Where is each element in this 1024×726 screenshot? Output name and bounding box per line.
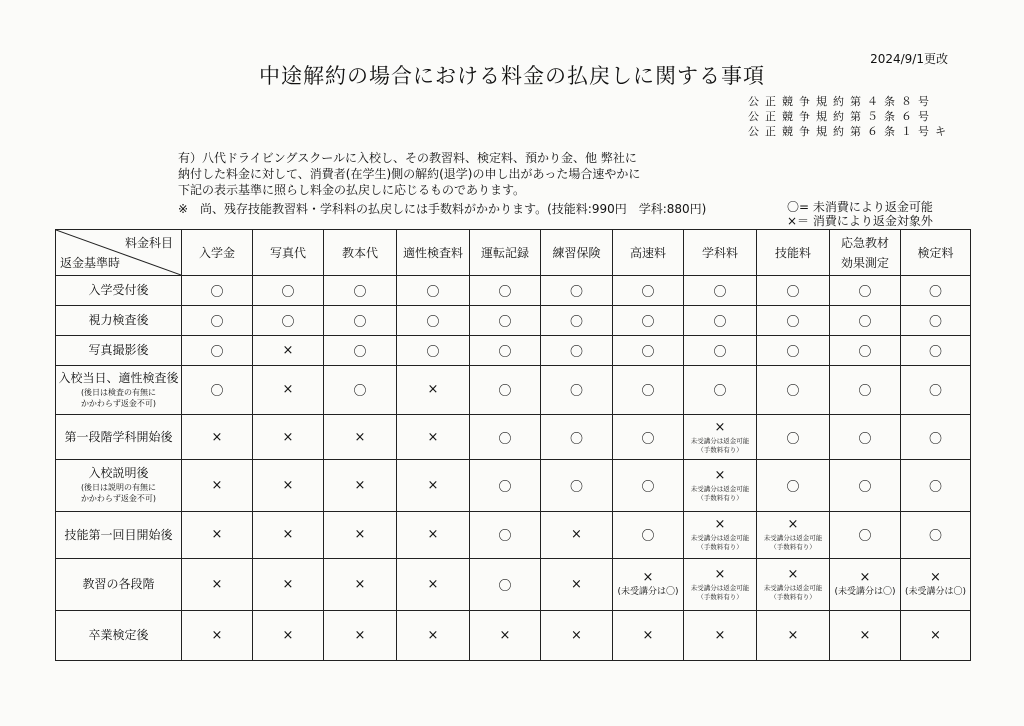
status-cell <box>397 559 470 610</box>
legend-non-refundable: ×＝ 消費により返金対象外 <box>787 214 933 228</box>
refundable-mark: 〇 <box>641 479 655 495</box>
legend-refundable: 〇= 未消費により返金可能 <box>787 200 933 214</box>
non-refundable-mark: × <box>714 627 726 643</box>
refundable-mark: 〇 <box>786 314 800 330</box>
refundable-mark: 〇 <box>426 344 440 360</box>
status-cell <box>613 610 684 661</box>
refundable-mark: 〇 <box>569 479 583 495</box>
non-refundable-mark: × <box>714 419 726 435</box>
refundable-mark: 〇 <box>210 384 224 400</box>
status-cell <box>324 305 397 335</box>
refundable-mark: 〇 <box>569 344 583 360</box>
refundable-mark: 〇 <box>641 384 655 400</box>
status-cell <box>397 335 470 365</box>
refundable-mark: 〇 <box>858 529 872 545</box>
status-cell <box>324 276 397 306</box>
row-label-text: 教習の各段階 <box>82 577 155 592</box>
table-row <box>56 414 971 459</box>
column-header: 運転記録 <box>470 230 541 276</box>
refundable-mark: 〇 <box>928 314 942 330</box>
refundable-mark: 〇 <box>641 314 655 330</box>
refundable-mark: 〇 <box>858 479 872 495</box>
non-refundable-mark: × <box>211 576 223 592</box>
table-row <box>56 276 971 306</box>
non-refundable-mark: × <box>427 477 439 493</box>
non-refundable-mark: × <box>787 517 799 533</box>
status-cell <box>541 610 613 661</box>
column-header: 高速料 <box>613 230 684 276</box>
table-row <box>56 335 971 365</box>
non-refundable-mark: × <box>714 467 726 483</box>
refundable-mark: 〇 <box>641 431 655 447</box>
status-cell <box>541 365 613 414</box>
status-cell <box>397 460 470 511</box>
refundable-mark: 〇 <box>858 384 872 400</box>
status-cell <box>684 610 757 661</box>
row-label <box>56 610 182 661</box>
status-cell <box>613 414 684 459</box>
status-cell <box>541 414 613 459</box>
refundable-mark: 〇 <box>498 284 512 300</box>
non-refundable-mark: × <box>714 517 726 533</box>
refundable-mark: 〇 <box>426 284 440 300</box>
table-row <box>56 365 971 414</box>
status-cell <box>901 511 971 558</box>
refundable-mark: 〇 <box>426 314 440 330</box>
non-refundable-mark: × <box>282 527 294 543</box>
cell-note: 未受講分は返金可能 （手数料有り） <box>690 484 750 502</box>
refundable-mark: 〇 <box>713 284 727 300</box>
refund-table <box>55 229 971 661</box>
non-refundable-mark: × <box>427 527 439 543</box>
status-cell <box>470 559 541 610</box>
non-refundable-mark: × <box>859 570 871 586</box>
regulation-references <box>748 94 952 139</box>
cell-note: 未受講分は返金可能 （手数料有り） <box>690 583 750 601</box>
status-cell <box>830 511 901 558</box>
non-refundable-mark: × <box>211 429 223 445</box>
row-label-text: 視力検査後 <box>88 313 149 328</box>
status-cell <box>613 365 684 414</box>
refundable-mark: 〇 <box>786 431 800 447</box>
header-row <box>56 230 971 276</box>
row-label-text: 第一段階学科開始後 <box>64 430 173 445</box>
status-cell <box>757 365 830 414</box>
non-refundable-mark: × <box>211 627 223 643</box>
status-cell <box>182 414 253 459</box>
table-row <box>56 610 971 661</box>
non-refundable-mark: × <box>282 627 294 643</box>
status-cell <box>613 511 684 558</box>
refundable-mark: 〇 <box>786 384 800 400</box>
row-label <box>56 559 182 610</box>
status-cell <box>830 365 901 414</box>
refundable-mark: 〇 <box>353 344 367 360</box>
fee-note: ※ 尚、残存技能教習料・学科料の払戻しには手数料がかかります。(技能料:990円 学科:880円) <box>178 202 707 216</box>
non-refundable-mark: × <box>354 576 366 592</box>
status-cell <box>830 460 901 511</box>
row-label <box>56 511 182 558</box>
status-cell <box>901 335 971 365</box>
status-cell <box>684 335 757 365</box>
status-cell <box>901 559 971 610</box>
refundable-mark: 〇 <box>498 578 512 594</box>
refundable-mark: 〇 <box>928 479 942 495</box>
cell-note: 未受講分は返金可能 （手数料有り） <box>763 534 823 552</box>
refundable-mark: 〇 <box>498 479 512 495</box>
status-cell <box>470 276 541 306</box>
table-row <box>56 305 971 335</box>
non-refundable-mark: × <box>427 382 439 398</box>
reference-line: 公正競争規約第４条８号 <box>748 95 935 108</box>
status-cell <box>397 276 470 306</box>
non-refundable-mark: × <box>282 576 294 592</box>
table-row <box>56 511 971 558</box>
status-cell <box>757 276 830 306</box>
table-row <box>56 460 971 511</box>
non-refundable-mark: × <box>354 477 366 493</box>
column-header: 練習保険 <box>541 230 613 276</box>
row-label <box>56 335 182 365</box>
non-refundable-mark: × <box>642 627 654 643</box>
status-cell <box>324 610 397 661</box>
status-cell <box>470 365 541 414</box>
refundable-mark: 〇 <box>353 284 367 300</box>
refundable-mark: 〇 <box>928 344 942 360</box>
status-cell <box>397 610 470 661</box>
non-refundable-mark: × <box>354 627 366 643</box>
row-label <box>56 276 182 306</box>
status-cell <box>541 335 613 365</box>
status-cell <box>901 365 971 414</box>
refundable-mark: 〇 <box>641 529 655 545</box>
column-header: 写真代 <box>253 230 324 276</box>
status-cell <box>397 305 470 335</box>
status-cell <box>182 460 253 511</box>
status-cell <box>253 365 324 414</box>
status-cell <box>684 511 757 558</box>
refundable-mark: 〇 <box>498 384 512 400</box>
status-cell <box>541 276 613 306</box>
refundable-mark: 〇 <box>498 431 512 447</box>
non-refundable-mark: × <box>714 566 726 582</box>
status-cell <box>470 305 541 335</box>
refundable-mark: 〇 <box>569 314 583 330</box>
refundable-mark: 〇 <box>928 284 942 300</box>
corner-bottom-label: 返金基準時 <box>60 256 121 270</box>
non-refundable-mark: × <box>282 477 294 493</box>
status-cell <box>757 559 830 610</box>
status-cell <box>253 511 324 558</box>
intro-paragraph <box>178 150 718 198</box>
reference-line: 公正競争規約第６条１号キ <box>748 125 952 138</box>
status-cell <box>541 305 613 335</box>
refundable-mark: 〇 <box>858 284 872 300</box>
non-refundable-mark: × <box>787 566 799 582</box>
status-cell <box>253 305 324 335</box>
legend <box>787 200 933 228</box>
status-cell <box>830 335 901 365</box>
column-header: 入学金 <box>182 230 253 276</box>
non-refundable-mark: × <box>354 429 366 445</box>
non-refundable-mark: × <box>571 627 582 643</box>
non-refundable-mark: × <box>427 627 439 643</box>
status-cell <box>470 610 541 661</box>
status-cell <box>397 365 470 414</box>
status-cell <box>757 414 830 459</box>
status-cell <box>613 559 684 610</box>
intro-line: 下記の表示基準に照らし料金の払戻しに応じるものであります。 <box>178 183 526 197</box>
status-cell <box>684 460 757 511</box>
non-refundable-mark: × <box>427 429 439 445</box>
non-refundable-mark: × <box>499 627 511 643</box>
refundable-mark: 〇 <box>569 431 583 447</box>
column-header: 適性検査料 <box>397 230 470 276</box>
revision-date: 2024/9/1更改 <box>870 52 948 66</box>
row-label-text: 卒業検定後 <box>88 628 149 643</box>
status-cell <box>470 335 541 365</box>
status-cell <box>757 610 830 661</box>
status-cell <box>182 511 253 558</box>
column-header: 応急教材 効果測定 <box>830 230 901 276</box>
status-cell <box>470 460 541 511</box>
row-label-text: 入校説明後 <box>88 466 149 481</box>
status-cell <box>830 276 901 306</box>
row-label <box>56 305 182 335</box>
status-cell <box>324 511 397 558</box>
status-cell <box>613 305 684 335</box>
non-refundable-mark: × <box>427 576 439 592</box>
status-cell <box>324 460 397 511</box>
refundable-mark: 〇 <box>928 431 942 447</box>
status-cell <box>324 335 397 365</box>
status-cell <box>757 511 830 558</box>
refundable-mark: 〇 <box>569 384 583 400</box>
status-cell <box>470 511 541 558</box>
row-label-text: 技能第一回目開始後 <box>64 527 173 542</box>
status-cell <box>324 414 397 459</box>
status-cell <box>684 276 757 306</box>
non-refundable-mark: × <box>787 627 799 643</box>
reference-line: 公正競争規約第５条６号 <box>748 110 935 123</box>
status-cell <box>182 305 253 335</box>
status-cell <box>613 335 684 365</box>
refundable-mark: 〇 <box>928 529 942 545</box>
refundable-mark: 〇 <box>210 344 224 360</box>
refundable-mark: 〇 <box>281 284 295 300</box>
status-cell <box>182 559 253 610</box>
status-cell <box>253 335 324 365</box>
refundable-mark: 〇 <box>858 431 872 447</box>
non-refundable-mark: × <box>859 627 871 643</box>
refundable-mark: 〇 <box>858 314 872 330</box>
intro-line: 有）八代ドライビングスクールに入校し、その教習料、検定料、預かり金、他 弊社に <box>178 151 637 165</box>
status-cell <box>901 610 971 661</box>
cell-note: 未受講分は返金可能 （手数料有り） <box>690 436 750 454</box>
row-label-text: 入学受付後 <box>88 283 149 298</box>
row-label <box>56 414 182 459</box>
refundable-mark: 〇 <box>786 479 800 495</box>
status-cell <box>541 460 613 511</box>
status-cell <box>253 460 324 511</box>
status-cell <box>901 305 971 335</box>
status-cell <box>684 414 757 459</box>
status-cell <box>613 460 684 511</box>
column-header: 教本代 <box>324 230 397 276</box>
status-cell <box>757 335 830 365</box>
status-cell <box>830 559 901 610</box>
column-header: 検定料 <box>901 230 971 276</box>
row-label-note: (後日は検査の有無に かかわらず返金不可) <box>80 387 157 408</box>
column-header: 学科料 <box>684 230 757 276</box>
cell-note: (未受講分は〇) <box>904 587 967 598</box>
refundable-mark: 〇 <box>498 344 512 360</box>
refundable-mark: 〇 <box>786 284 800 300</box>
status-cell <box>324 365 397 414</box>
cell-note: (未受講分は〇) <box>834 587 896 598</box>
refundable-mark: 〇 <box>713 384 727 400</box>
refundable-mark: 〇 <box>713 314 727 330</box>
refundable-mark: 〇 <box>353 384 367 400</box>
row-label-text: 入校当日、適性検査後 <box>58 370 179 385</box>
non-refundable-mark: × <box>211 477 223 493</box>
non-refundable-mark: × <box>282 429 294 445</box>
intro-line: 納付した料金に対して、消費者(在学生)側の解約(退学)の申し出があった場合速やかに <box>178 167 641 181</box>
status-cell <box>684 365 757 414</box>
row-label-text: 写真撮影後 <box>88 343 149 358</box>
status-cell <box>182 335 253 365</box>
refundable-mark: 〇 <box>928 384 942 400</box>
corner-cell <box>56 230 182 276</box>
status-cell <box>253 559 324 610</box>
refundable-mark: 〇 <box>641 344 655 360</box>
non-refundable-mark: × <box>930 570 941 586</box>
non-refundable-mark: × <box>354 527 366 543</box>
refundable-mark: 〇 <box>353 314 367 330</box>
status-cell <box>182 276 253 306</box>
non-refundable-mark: × <box>571 576 582 592</box>
status-cell <box>182 365 253 414</box>
non-refundable-mark: × <box>282 382 294 398</box>
refundable-mark: 〇 <box>498 529 512 545</box>
refundable-mark: 〇 <box>569 284 583 300</box>
status-cell <box>830 610 901 661</box>
status-cell <box>757 305 830 335</box>
status-cell <box>470 414 541 459</box>
refundable-mark: 〇 <box>210 314 224 330</box>
refundable-mark: 〇 <box>858 344 872 360</box>
status-cell <box>901 414 971 459</box>
non-refundable-mark: × <box>571 527 582 543</box>
non-refundable-mark: × <box>211 527 223 543</box>
column-header: 技能料 <box>757 230 830 276</box>
non-refundable-mark: × <box>930 627 941 643</box>
table-row <box>56 559 971 610</box>
row-label <box>56 365 182 414</box>
status-cell <box>541 511 613 558</box>
status-cell <box>541 559 613 610</box>
status-cell <box>684 305 757 335</box>
refundable-mark: 〇 <box>641 284 655 300</box>
cell-note: 未受講分は返金可能 （手数料有り） <box>763 583 823 601</box>
status-cell <box>324 559 397 610</box>
status-cell <box>613 276 684 306</box>
row-label <box>56 460 182 511</box>
page-title: 中途解約の場合における料金の払戻しに関する事項 <box>259 64 765 88</box>
status-cell <box>901 460 971 511</box>
status-cell <box>253 276 324 306</box>
cell-note: 未受講分は返金可能 （手数料有り） <box>690 534 750 552</box>
status-cell <box>253 610 324 661</box>
cell-note: (未受講分は〇) <box>617 587 679 598</box>
corner-top-label: 料金科目 <box>124 236 173 250</box>
row-label-note: (後日は説明の有無に かかわらず返金不可) <box>80 483 157 504</box>
status-cell <box>397 511 470 558</box>
status-cell <box>830 305 901 335</box>
refundable-mark: 〇 <box>713 344 727 360</box>
status-cell <box>253 414 324 459</box>
status-cell <box>757 460 830 511</box>
status-cell <box>901 276 971 306</box>
non-refundable-mark: × <box>282 342 294 358</box>
refundable-mark: 〇 <box>210 284 224 300</box>
refundable-mark: 〇 <box>281 314 295 330</box>
refundable-mark: 〇 <box>498 314 512 330</box>
refundable-mark: 〇 <box>786 344 800 360</box>
status-cell <box>397 414 470 459</box>
status-cell <box>830 414 901 459</box>
status-cell <box>684 559 757 610</box>
non-refundable-mark: × <box>642 570 654 586</box>
status-cell <box>182 610 253 661</box>
